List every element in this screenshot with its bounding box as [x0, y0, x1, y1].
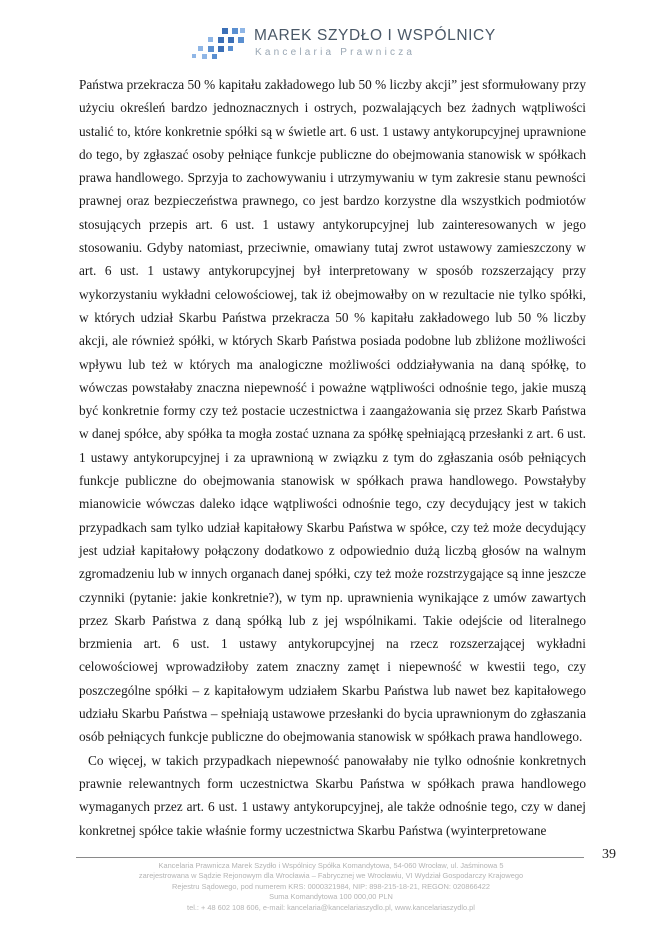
- logo-dot: [218, 46, 224, 52]
- footer-line: zarejestrowana w Sądzie Rejonowym dla Wrocławia – Fabrycznej we Wrocławiu, VI Wydział Gospodarczy Krajowego: [138, 871, 524, 881]
- firm-name: MAREK SZYDŁO I WSPÓLNICY: [254, 27, 496, 44]
- footer-line: tel.: + 48 602 108 606, e-mail: kancelaria@kancelariaszydlo.pl, www.kancelariaszydlo.pl: [187, 902, 475, 912]
- logo-dot: [202, 54, 207, 59]
- logo-dot: [208, 46, 214, 52]
- logo-dot: [232, 28, 238, 34]
- paragraph: Co więcej, w takich przypadkach niepewność panowałaby nie tylko odnośnie konkretnych prawnie relewantnych form uczestnictwa Skarbu Państwa w spółkach prawa handlowego wymaganych przez art. 6 ust. 1 ustawy antykorupcyjnej, ale także odnośnie tego, czy w danej konkretnej spółce takie właśnie formy uczestnictwa Skarbu Państwa (wyinterpretowane: [79, 752, 586, 838]
- footer-line: Rejestru Sądowego, pod numerem KRS: 0000321984, NIP: 898-215-18-21, REGON: 020866422: [172, 881, 490, 891]
- firm-subtitle: Kancelaria Prawnicza: [255, 47, 416, 58]
- logo-dot: [208, 37, 213, 42]
- page-number: 39: [602, 847, 616, 862]
- footer-divider: [76, 857, 584, 858]
- firm-logo-icon: [192, 26, 248, 60]
- logo-dot: [228, 37, 234, 43]
- logo-dot: [240, 28, 245, 33]
- logo-dot: [218, 37, 224, 43]
- paragraph: Państwa przekracza 50 % kapitału zakładowego lub 50 % liczby akcji” jest sformułowany przy użyciu określeń bardzo jednoznacznych i ostrych, pozwalających bez żadnych wątpliwości ustalić to, które konkretnie spółki są w świetle art. 6 ust. 1 ustawy antykorupcyjnej uprawnione do tego, by zgłaszać osoby pełniące funkcje publiczne do obejmowania stanowisk w spółkach prawa handlowego. Sprzyja to zachowywaniu i utrzymywaniu w tym zakresie stanu pewności prawnej oraz bezpieczeństwa prawnego, co jest bardzo korzystne dla wszystkich podmiotów stosujących przepis art. 6 ust. 1 ustawy antykorupcyjnej lub zainteresowanych w jego stosowaniu. Gdyby natomiast, przeciwnie, omawiany tutaj zwrot ustawowy zamieszczony w art. 6 ust. 1 ustawy antykorupcyjnej był interpretowany w sposób rozszerzający przy wykorzystaniu wykładni celowościowej, tak iż obejmowałby on w rezultacie nie tylko spółki, w których udział Skarbu Państwa przekracza 50 % kapitału zakładowego lub 50 % liczby akcji, ale również spółki, w których Skarb Państwa posiada podobne lub zbliżone możliwości wpływu lub też w których ma analogiczne możliwości oddziaływania na daną spółkę, to wówczas powstałaby znaczna niepewność i poważne wątpliwości odnośnie tego, jakie muszą być konkretnie formy czy też postacie uczestnictwa i zaangażowania się przez Skarb Państwa w danej spółce, aby spółka ta mogła zostać uznana za spółkę spełniającą przesłanki z art. 6 ust. 1 ustawy antykorupcyjnej i za uprawnioną w związku z tym do zgłaszania osób pełniących funkcje publiczne do obejmowania stanowisk w spółkach prawa handlowego. Powstałyby mianowicie wówczas daleko idące wątpliwości odnośnie tego, czy decydujący jest w takich przypadkach sam tylko udział kapitałowy Skarbu Państwa w spółce, czy też może decydujący jest udział kapitałowy połączony dodatkowo z odpowiednio dużą liczbą głosów na walnym zgromadzeniu lub w innych organach danej spółki, czy też może rozstrzygające są inne jeszcze czynniki (pytanie: jakie konkretnie?), w tym np. uprawnienia wynikające z umów zawartych przez Skarb Państwa z daną spółką lub z jej wspólnikami. Takie odejście od literalnego brzmienia art. 6 ust. 1 ustawy antykorupcyjnej na rzecz rozszerzającej wykładni celowościowej wprowadziłoby zatem znaczny zamęt i niepewność w kwestii tego, czy poszczególne spółki – z kapitałowym udziałem Skarbu Państwa lub nawet bez kapitałowego udziału Skarbu Państwa – spełniają ustawowe przesłanki do bycia uprawnionym do zgłaszania osób pełniących funkcje publiczne do obejmowania stanowisk w spółkach prawa handlowego.: [79, 77, 586, 745]
- logo-dot: [238, 37, 244, 43]
- document-body: [79, 73, 586, 842]
- footer-line: Suma Komandytowa 100 000,00 PLN: [269, 892, 393, 902]
- logo-dot: [192, 54, 196, 58]
- letterhead: [192, 22, 512, 66]
- logo-dot: [222, 28, 228, 34]
- footer-line: Kancelaria Prawnicza Marek Szydło i Wspólnicy Spółka Komandytowa, 54-060 Wrocław, ul. Jaśminowa 5: [158, 861, 504, 870]
- footer: [70, 861, 592, 913]
- logo-dot: [212, 54, 217, 59]
- logo-dot: [228, 46, 233, 51]
- logo-dot: [198, 46, 203, 51]
